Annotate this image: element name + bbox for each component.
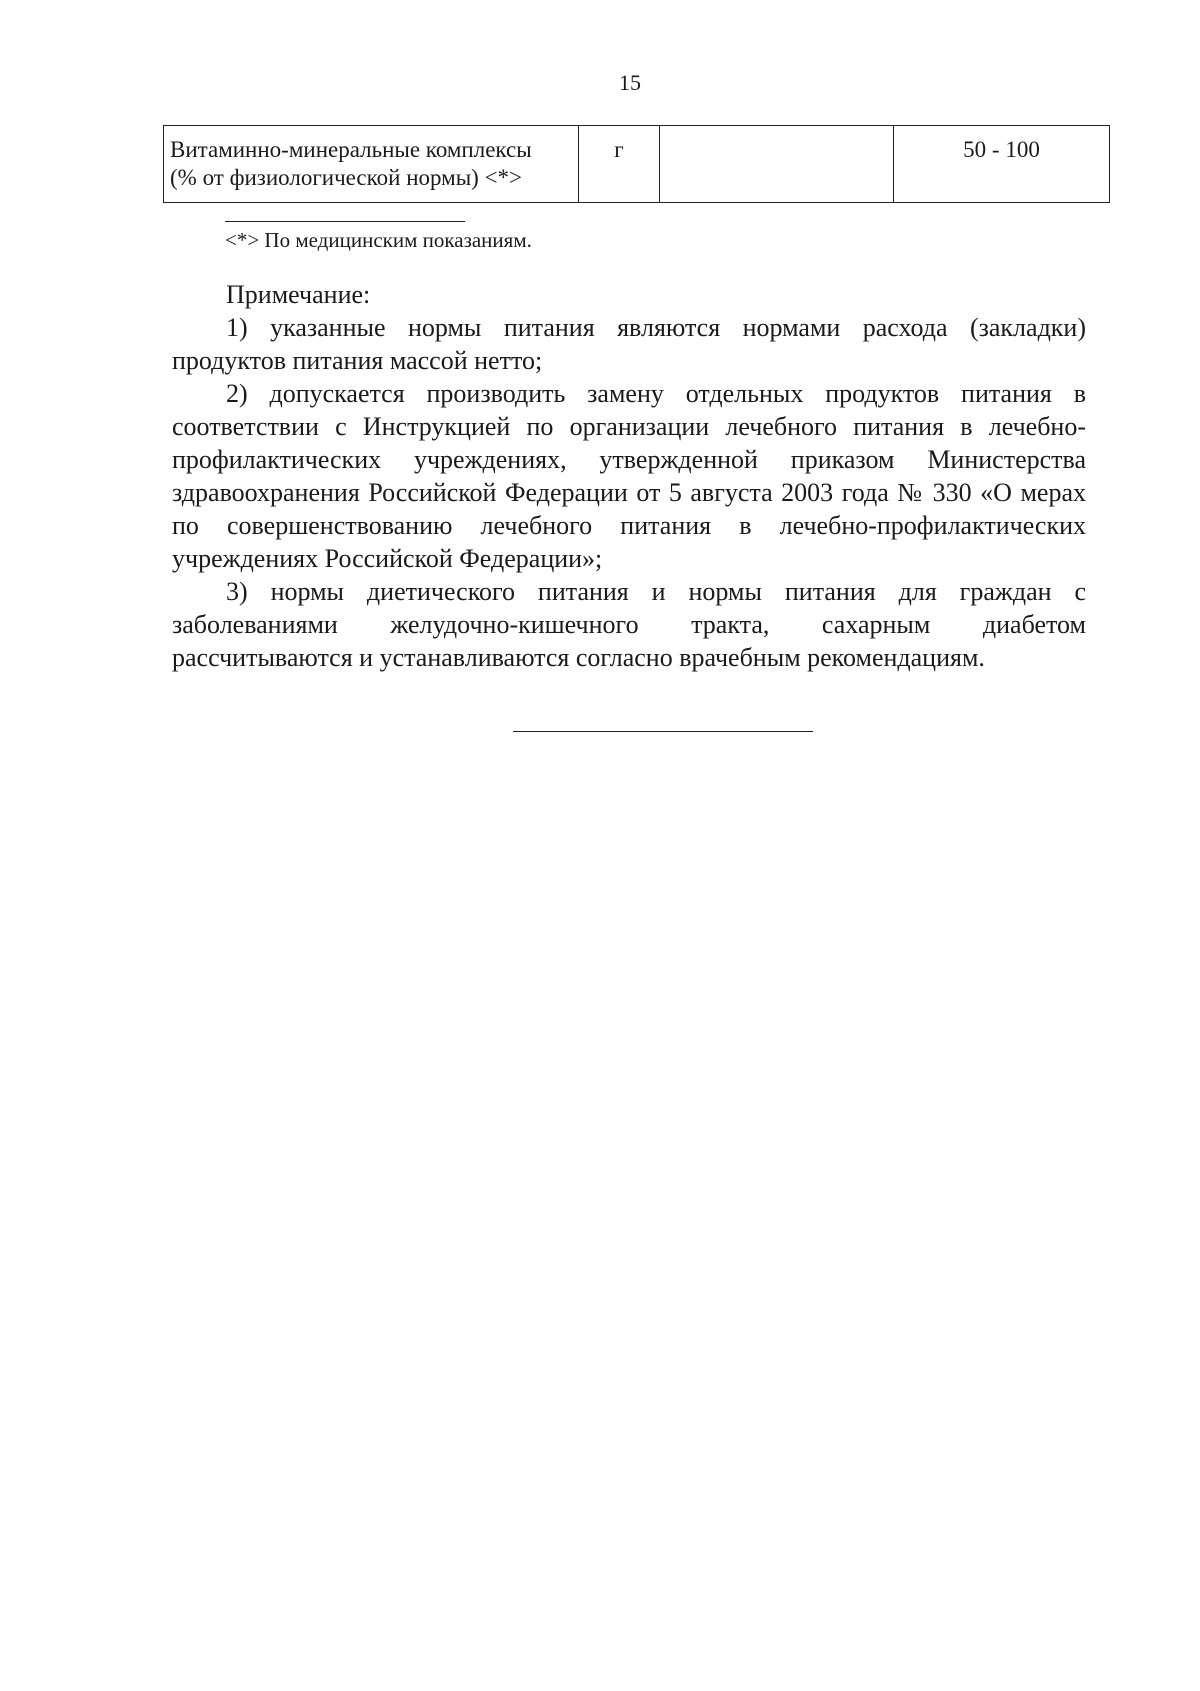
notes-section <box>172 278 1086 674</box>
notes-heading: Примечание: <box>226 280 371 309</box>
product-name-line-2: (% от физиологической нормы) <*> <box>170 165 523 190</box>
page-number: 15 <box>619 70 641 95</box>
table-row <box>164 126 1110 203</box>
footnote-text: <*> По медицинским показаниям. <box>225 228 532 252</box>
note-item-1: 1) указанные нормы питания являются нормами расхода (закладки) продуктов питания массой нетто; <box>172 313 1086 375</box>
note-item-2: 2) допускается производить замену отдельных продуктов питания в соответствии с Инструкцией по организации лечебного питания в лечебно-профилактических учреждениях, утвержденной приказом Министерства здравоохранения Российской Федерации от 5 августа 2003 года № 330 «О мерах по совершенствованию лечебного питания в лечебно-профилактических учреждениях Российской Федерации»; <box>172 379 1086 573</box>
product-name-cell <box>164 126 579 203</box>
footnote-divider <box>225 221 465 222</box>
empty-cell <box>660 126 894 203</box>
note-item-3: 3) нормы диетического питания и нормы питания для граждан с заболеваниями желудочно-кишечного тракта, сахарным диабетом рассчитываются и устанавливаются согласно врачебным рекомендациям. <box>172 577 1086 672</box>
end-of-document-line <box>513 731 813 732</box>
norm-value-cell: 50 - 100 <box>894 126 1110 203</box>
nutrition-norms-table <box>163 125 1110 203</box>
product-name-line-1: Витаминно-минеральные комплексы <box>170 137 532 162</box>
unit-cell: г <box>579 126 660 203</box>
